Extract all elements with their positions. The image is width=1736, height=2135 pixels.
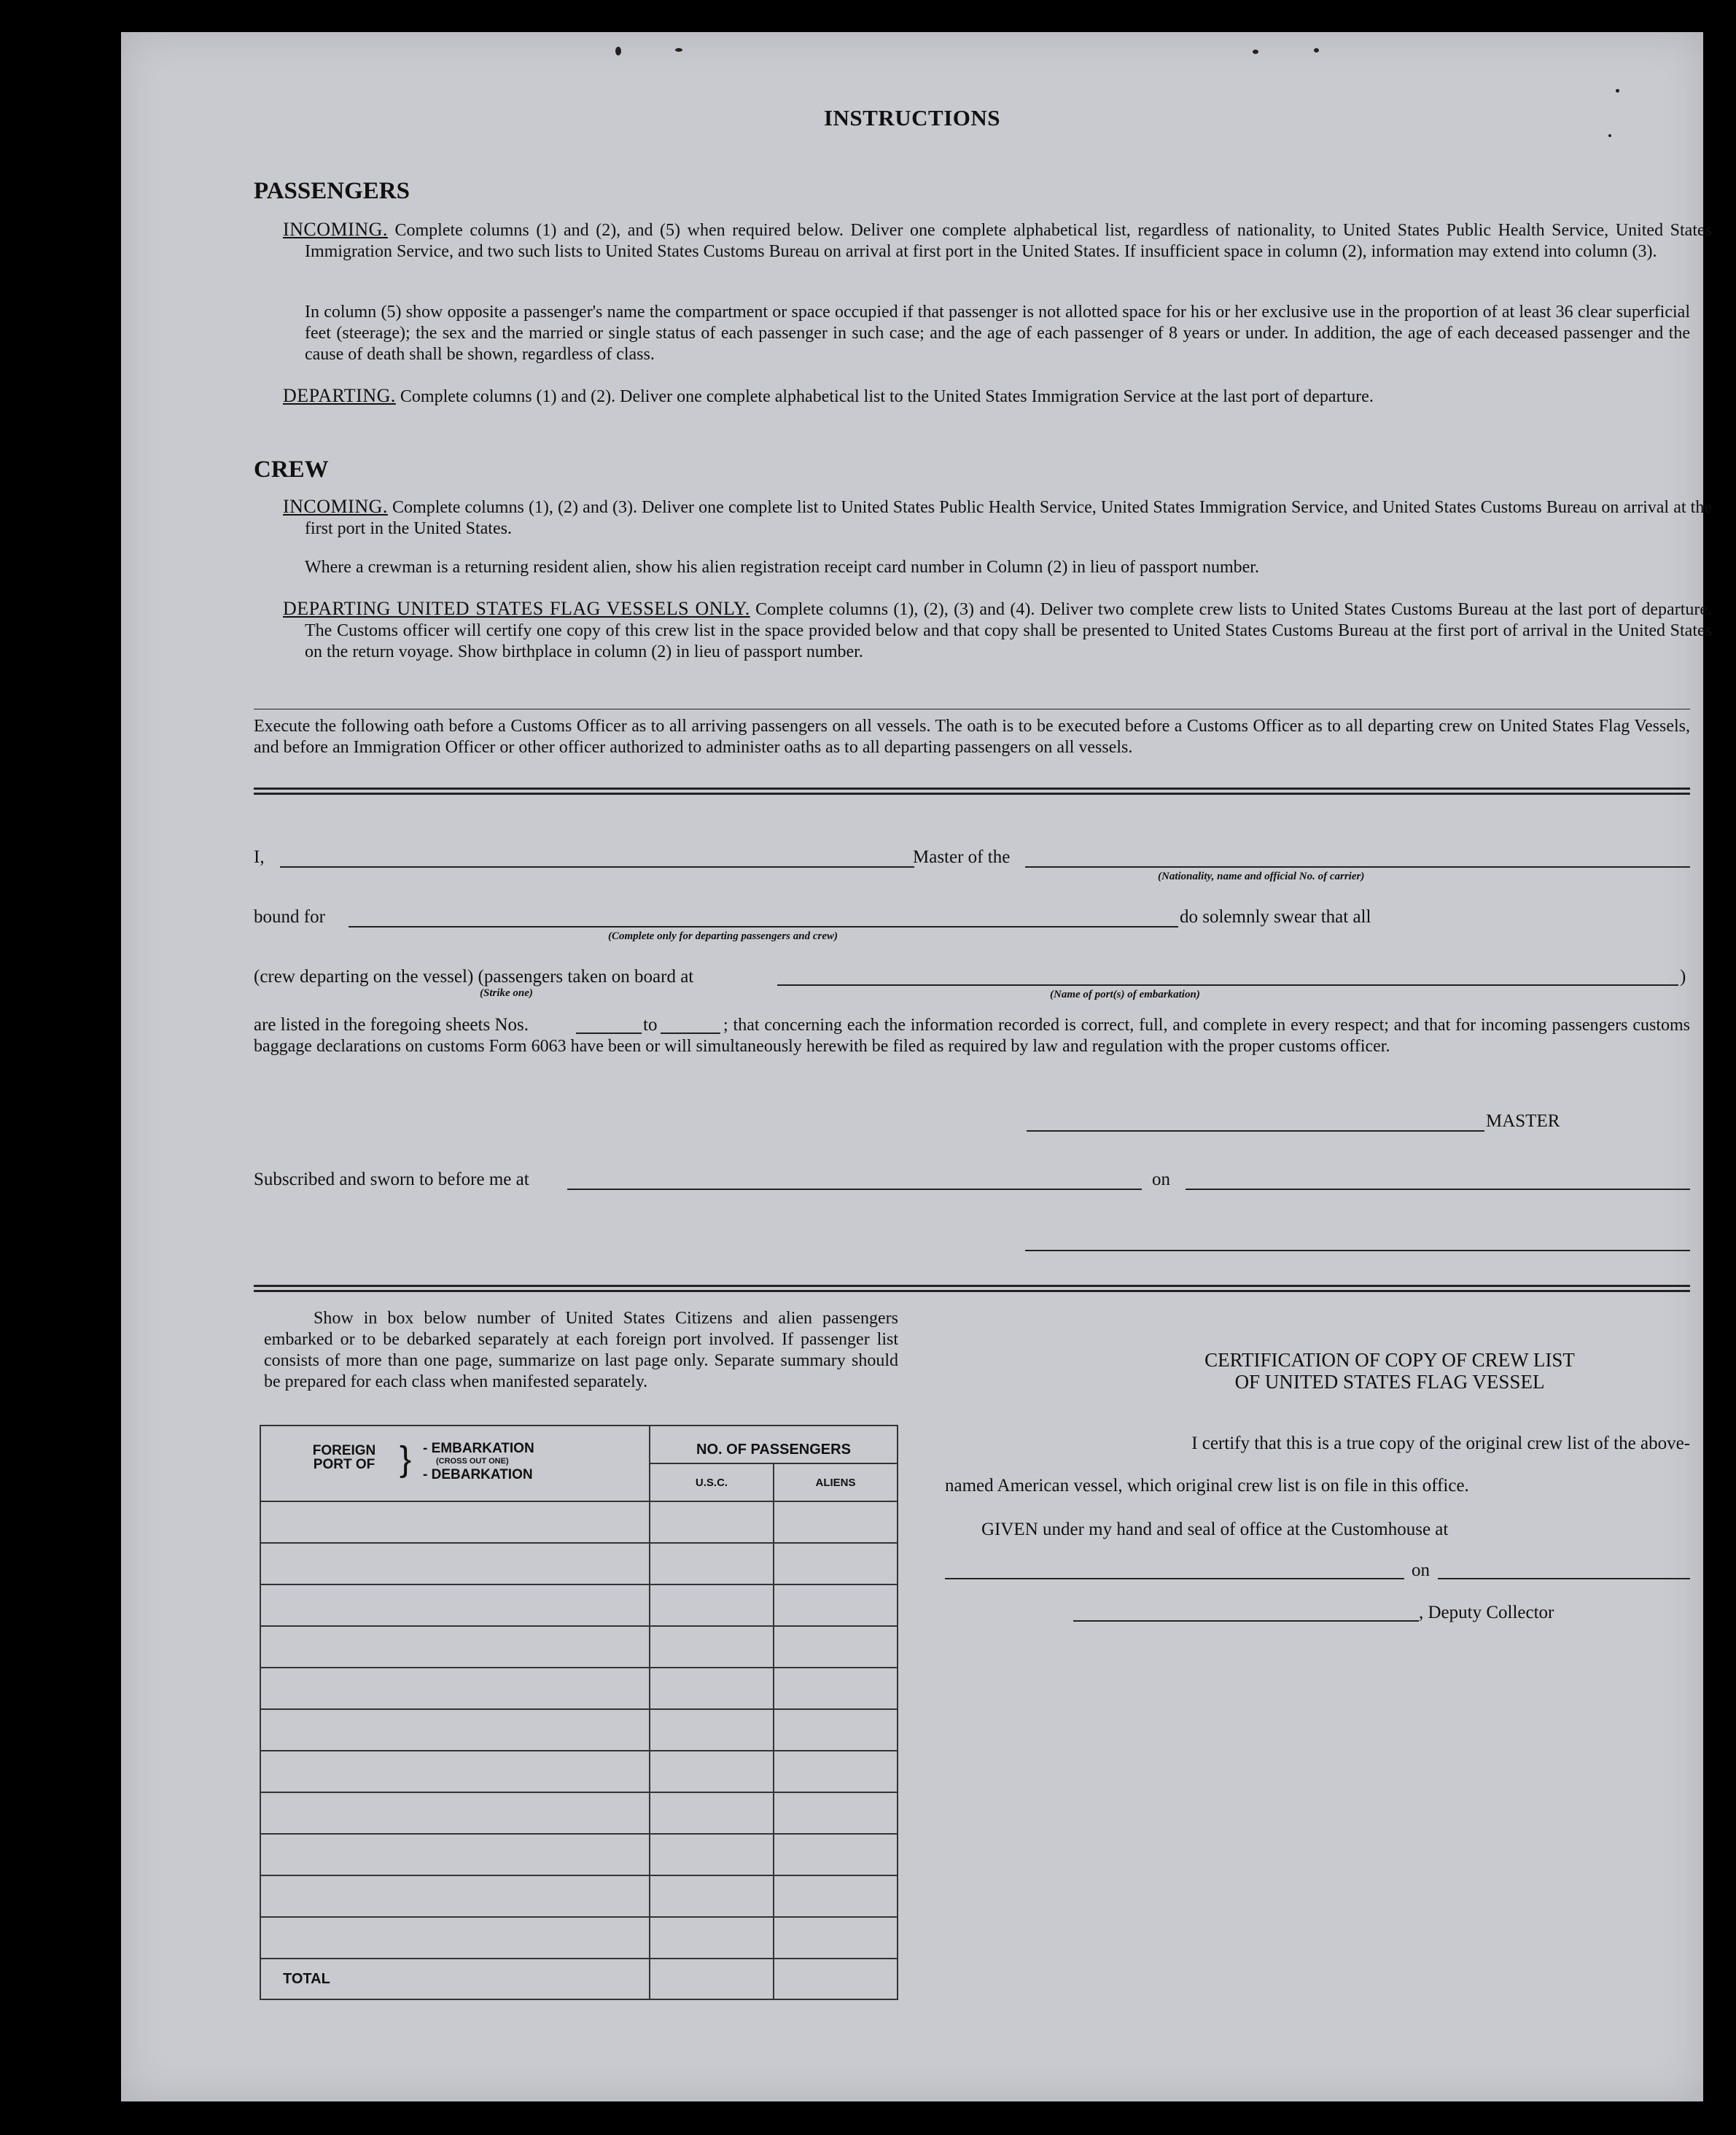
swear-label: do solemnly swear that all — [1180, 907, 1371, 927]
subscribed-label: Subscribed and sworn to before me at — [254, 1170, 529, 1189]
crew-departing-label: DEPARTING UNITED STATES FLAG VESSELS ONLY. — [283, 598, 750, 619]
usc-cell[interactable] — [650, 1584, 774, 1626]
passengers-departing-text: Complete columns (1) and (2). Deliver one complete alphabetical list to the United States Immigration Service at the last port of departure. — [400, 387, 1374, 406]
oath-i-label: I, — [254, 847, 265, 867]
usc-cell[interactable] — [650, 1834, 774, 1875]
port-cell[interactable] — [260, 1543, 650, 1584]
summary-instruction: Show in box below number of United States Citizens and alien passengers embarked or to be debarked separately at each foreign port involved. If passenger list consists of more than one page, summarize on last page only. Separate summary should be prepared for each class when manifested separately. — [264, 1309, 898, 1391]
aliens-cell[interactable] — [774, 1668, 898, 1709]
port-cell[interactable] — [260, 1834, 650, 1875]
certification-on-label: on — [1412, 1560, 1430, 1580]
passengers-incoming-text: Complete columns (1) and (2), and (5) when required below. Deliver one complete alphabetical list, regardless of nationality, to United States Public Health Service, United States Immigration Service, and two such lists to United States Customs Bureau on arrival at first port in the United States. If insufficient space in column (2), information may extend into column (3). — [305, 221, 1712, 261]
crew-resident-paragraph: Where a crewman is a returning resident alien, show his alien registration receipt card number in Column (2) in lieu of passport number. — [305, 558, 1259, 577]
certification-heading-line2: OF UNITED STATES FLAG VESSEL — [1234, 1371, 1545, 1393]
aliens-cell[interactable] — [774, 1751, 898, 1792]
deputy-collector-signature-field[interactable] — [1073, 1620, 1419, 1622]
summary-table-row — [260, 1917, 898, 1959]
subscribed-date-field[interactable] — [1186, 1189, 1690, 1190]
usc-cell[interactable] — [650, 1626, 774, 1668]
master-signature-field[interactable] — [1027, 1130, 1484, 1132]
port-cell[interactable] — [260, 1668, 650, 1709]
strike-caption: (Strike one) — [480, 987, 533, 999]
page-title: INSTRUCTIONS — [823, 105, 1000, 131]
aliens-header: ALIENS — [774, 1463, 898, 1501]
to-label: to — [643, 1015, 658, 1035]
usc-header: U.S.C. — [650, 1463, 774, 1501]
bound-for-field[interactable] — [349, 926, 1178, 928]
passengers-departing-paragraph — [283, 385, 1712, 408]
listed-prefix: are listed in the foregoing sheets Nos. — [254, 1015, 529, 1035]
port-header-cell — [260, 1426, 650, 1501]
certification-date-field[interactable] — [1438, 1578, 1690, 1579]
port-cell[interactable] — [260, 1501, 650, 1543]
summary-table-row — [260, 1543, 898, 1584]
crew-incoming-text: Complete columns (1), (2) and (3). Deliver one complete list to United States Public Health Service, United States Immigration Service, and United States Customs Bureau on arrival at the first port in the United States. — [305, 498, 1713, 538]
summary-table-row — [260, 1501, 898, 1543]
summary-table-row — [260, 1668, 898, 1709]
port-cell[interactable] — [260, 1709, 650, 1751]
certify-line1: I certify that this is a true copy of the original crew list of the above- — [1191, 1434, 1690, 1453]
listed-paragraph: ; that concerning each the information recorded is correct, full, and complete in every respect; and that for incoming passengers customs baggage declarations on customs Form 6063 have been or will simultaneously herewith be filed as required by law and regulation with the proper customs officer. — [254, 1016, 1690, 1056]
port-cell[interactable] — [260, 1626, 650, 1668]
master-name-field[interactable] — [280, 866, 914, 868]
double-rule-bottom — [254, 1285, 1690, 1292]
usc-cell[interactable] — [650, 1875, 774, 1917]
crew-incoming-label: INCOMING. — [283, 496, 388, 517]
aliens-cell[interactable] — [774, 1917, 898, 1959]
summary-table-row — [260, 1626, 898, 1668]
master-label: MASTER — [1486, 1111, 1560, 1131]
usc-cell[interactable] — [650, 1709, 774, 1751]
crew-heading: CREW — [254, 456, 329, 483]
master-of-label: Master of the — [913, 847, 1011, 867]
passengers-heading: PASSENGERS — [254, 178, 410, 204]
passengers-incoming-label: INCOMING. — [283, 219, 388, 240]
foreign-port-label: FOREIGN PORT OF — [312, 1443, 376, 1472]
brace-icon: } — [400, 1440, 412, 1479]
port-cell[interactable] — [260, 1751, 650, 1792]
usc-cell[interactable] — [650, 1917, 774, 1959]
aliens-cell[interactable] — [774, 1626, 898, 1668]
aliens-cell[interactable] — [774, 1834, 898, 1875]
summary-table-row — [260, 1792, 898, 1834]
usc-cell[interactable] — [650, 1751, 774, 1792]
certify-line2: named American vessel, which original crew list is on file in this office. — [945, 1476, 1469, 1496]
cross-out-label: (CROSS OUT ONE) — [436, 1457, 509, 1466]
bound-for-label: bound for — [254, 907, 325, 927]
subscribed-on-label: on — [1152, 1170, 1170, 1189]
usc-cell[interactable] — [650, 1501, 774, 1543]
close-paren: ) — [1680, 967, 1686, 987]
usc-cell[interactable] — [650, 1668, 774, 1709]
aliens-cell[interactable] — [774, 1875, 898, 1917]
embarkation-ports-field[interactable] — [777, 984, 1678, 986]
summary-table-row — [260, 1751, 898, 1792]
carrier-caption: (Nationality, name and official No. of carrier) — [1158, 871, 1365, 882]
crew-passengers-label: (crew departing on the vessel) (passengers taken on board at — [254, 967, 694, 987]
crew-incoming-paragraph — [283, 496, 1712, 540]
given-text: GIVEN under my hand and seal of office at the Customhouse at — [981, 1520, 1449, 1539]
port-cell[interactable] — [260, 1917, 650, 1959]
certification-heading — [1062, 1349, 1718, 1393]
total-aliens-cell[interactable] — [774, 1959, 898, 1999]
port-cell[interactable] — [260, 1875, 650, 1917]
port-cell[interactable] — [260, 1792, 650, 1834]
subscribed-place-field[interactable] — [567, 1189, 1142, 1190]
summary-table-row — [260, 1709, 898, 1751]
summary-table-row — [260, 1875, 898, 1917]
no-passengers-header: NO. OF PASSENGERS — [650, 1426, 898, 1463]
aliens-cell[interactable] — [774, 1709, 898, 1751]
passengers-column5-paragraph: In column (5) show opposite a passenger's name the compartment or space occupied if that passenger is not allotted space for his or her exclusive use in the proportion of at least 36 clear superficial feet (steerage); the sex and the married or single status of each passenger in such case; and the age of each passenger of 8 years or under. In addition, the age of each deceased passenger and the cause of death shall be shown, regardless of class. — [305, 303, 1690, 364]
total-label: TOTAL — [260, 1959, 650, 1999]
customhouse-field[interactable] — [945, 1578, 1404, 1579]
aliens-cell[interactable] — [774, 1792, 898, 1834]
summary-table-row — [260, 1834, 898, 1875]
document-page — [121, 32, 1713, 2101]
port-cell[interactable] — [260, 1584, 650, 1626]
aliens-cell[interactable] — [774, 1501, 898, 1543]
officer-signature-field[interactable] — [1025, 1250, 1690, 1251]
debarkation-label: - DEBARKATION — [423, 1467, 533, 1482]
ports-caption: (Name of port(s) of embarkation) — [1050, 989, 1200, 1000]
usc-cell[interactable] — [650, 1792, 774, 1834]
embarkation-label: - EMBARKATION — [423, 1441, 534, 1456]
total-usc-cell[interactable] — [650, 1959, 774, 1999]
usc-cell[interactable] — [650, 1543, 774, 1584]
passengers-departing-label: DEPARTING. — [283, 385, 396, 406]
double-rule-top — [254, 788, 1690, 795]
passenger-summary-table — [260, 1425, 898, 2000]
bound-caption: (Complete only for departing passengers and crew) — [608, 930, 838, 942]
crew-departing-paragraph — [283, 598, 1712, 663]
aliens-cell[interactable] — [774, 1584, 898, 1626]
summary-table-row — [260, 1584, 898, 1626]
deputy-collector-label: , Deputy Collector — [1419, 1603, 1554, 1622]
crew-departing-text: Complete columns (1), (2), (3) and (4). Deliver two complete crew lists to United States Customs Bureau at the last port of departure. The Customs officer will certify one copy of this crew list in the space provided below and that copy shall be presented to United States Customs Bureau at the first port of arrival in the United States on the return voyage. Show birthplace in column (2) in lieu of passport number. — [305, 600, 1713, 661]
passengers-incoming-paragraph — [283, 219, 1712, 262]
carrier-field[interactable] — [1025, 866, 1690, 868]
aliens-cell[interactable] — [774, 1543, 898, 1584]
certification-heading-line1: CERTIFICATION OF COPY OF CREW LIST — [1204, 1349, 1575, 1371]
oath-instruction: Execute the following oath before a Customs Officer as to all arriving passengers on all vessels. The oath is to be executed before a Customs Officer as to all departing crew on United States Flag Vessels, and before an Immigration Officer or other officer authorized to administer oaths as to all departing passengers on all vessels. — [254, 717, 1690, 757]
